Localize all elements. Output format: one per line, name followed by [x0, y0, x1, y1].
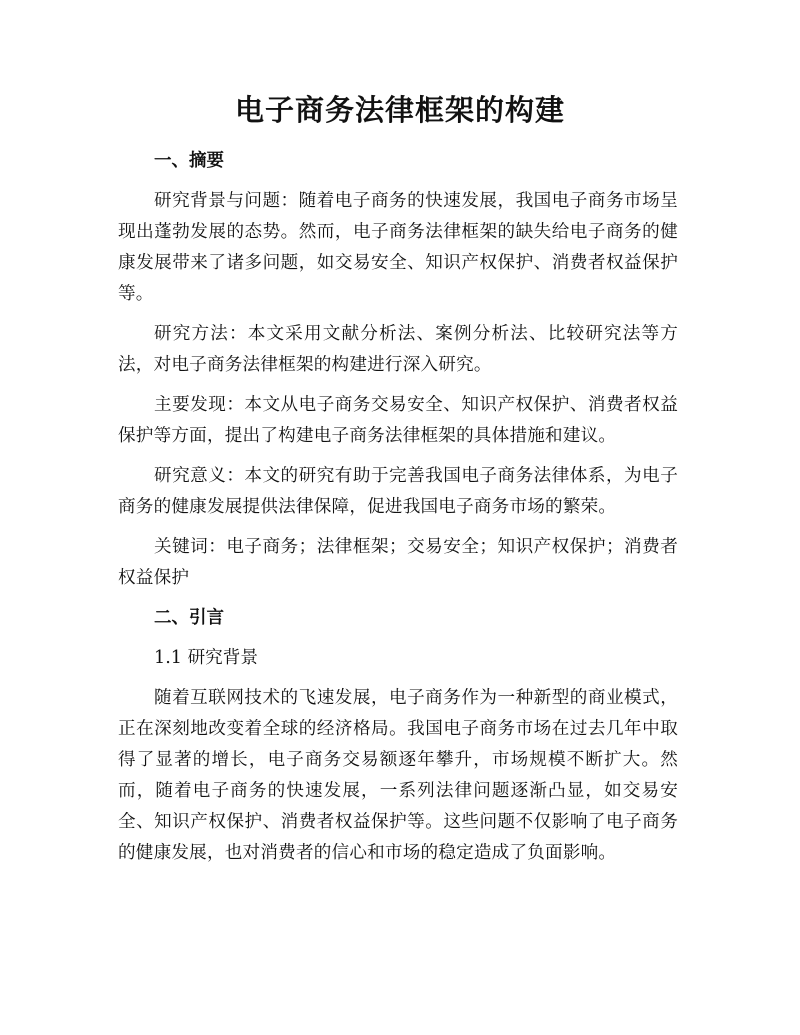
abstract-background-paragraph: 研究背景与问题：随着电子商务的快速发展，我国电子商务市场呈现出蓬勃发展的态势。然而，电子商务法律框架的缺失给电子商务的健康发展带来了诸多问题，如交易安全、知识产权保护、消费者权益保护等。	[118, 191, 678, 304]
introduction-background-paragraph: 随着互联网技术的飞速发展，电子商务作为一种新型的商业模式，正在深刻地改变着全球的经济格局。我国电子商务市场在过去几年中取得了显著的增长，电子商务交易额逐年攀升，市场规模不断扩大。然而，随着电子商务的快速发展，一系列法律问题逐渐凸显，如交易安全、知识产权保护、消费者权益保护等。这些问题不仅影响了电子商务的健康发展，也对消费者的信心和市场的稳定造成了负面影响。	[118, 688, 678, 863]
abstract-findings-paragraph: 主要发现：本文从电子商务交易安全、知识产权保护、消费者权益保护等方面，提出了构建电子商务法律框架的具体措施和建议。	[118, 395, 678, 446]
abstract-significance-paragraph: 研究意义：本文的研究有助于完善我国电子商务法律体系，为电子商务的健康发展提供法律保障，促进我国电子商务市场的繁荣。	[118, 466, 678, 517]
section-heading-introduction: 二、引言	[154, 608, 224, 628]
section-heading-abstract: 一、摘要	[154, 151, 224, 171]
subsection-heading-background: 1.1 研究背景	[154, 648, 258, 668]
abstract-method-paragraph: 研究方法：本文采用文献分析法、案例分析法、比较研究法等方法，对电子商务法律框架的构建进行深入研究。	[118, 324, 678, 375]
document-title: 电子商务法律框架的构建	[234, 93, 565, 127]
abstract-keywords-paragraph: 关键词：电子商务；法律框架；交易安全；知识产权保护；消费者权益保护	[118, 537, 678, 588]
document-body	[118, 146, 678, 869]
